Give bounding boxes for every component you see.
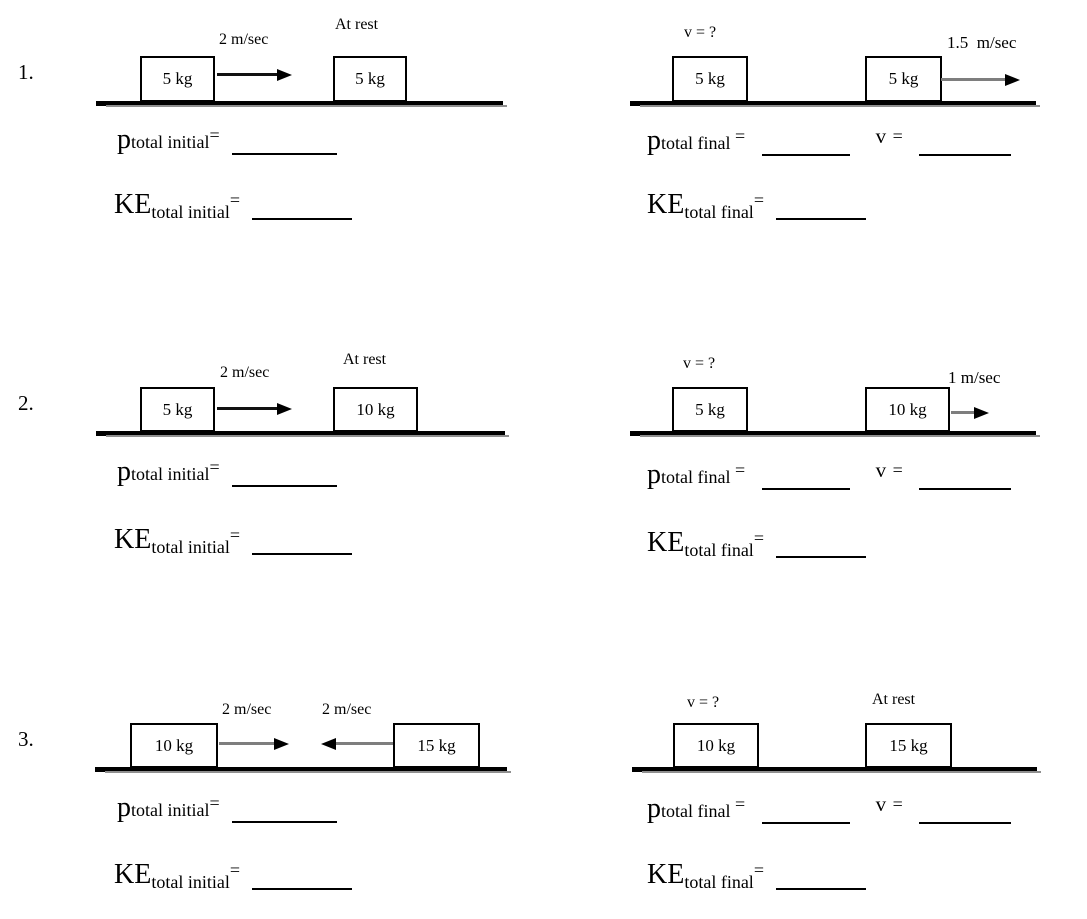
velocity-caption: 2 m/sec [220,364,270,381]
equals-sign: = [753,860,764,880]
mass-label: 5 kg [695,69,725,88]
velocity-arrow [217,73,277,76]
mass-label: 10 kg [888,399,927,419]
answer-blank [232,479,337,487]
mass-label: 15 kg [417,735,456,755]
answer-blank [919,816,1011,824]
kinetic-energy-symbol: KE [114,524,152,555]
velocity-arrow-head-icon [974,407,989,419]
equals-sign: = [229,525,240,545]
answer-blank [252,882,352,890]
momentum-symbol: p [117,124,131,155]
subscript: total final [684,872,754,892]
mass-block [140,56,215,102]
mass-label: 10 kg [356,399,395,419]
problem-3-number: 3. [18,727,34,751]
answer-blank [762,148,850,156]
velocity-arrow [941,78,1005,81]
velocity-arrow [217,407,277,410]
momentum-symbol: p [647,793,661,824]
mass-block [333,56,407,102]
ground-line [630,431,1036,436]
subscript: total initial [151,202,230,222]
subscript: total final [661,133,731,153]
mass-block [673,723,759,768]
answer-blank [252,547,352,555]
answer-blank [232,815,337,823]
p-total-final-line [647,460,1011,490]
p-total-initial-line [117,126,337,155]
p-total-initial-line [117,794,337,823]
equals-sign: = [229,190,240,210]
ground-line [95,767,507,772]
velocity-symbol: v [875,124,887,148]
rest-caption: At rest [872,691,916,708]
equals-sign: = [888,460,908,480]
velocity-arrow-head-icon [1005,74,1020,86]
velocity-caption: 1 m/sec [948,368,1001,387]
answer-blank [252,212,352,220]
mass-label: 10 kg [696,735,736,755]
p-total-final-line [647,794,1011,824]
ke-total-final-line [647,529,866,559]
subscript: total final [661,801,731,821]
rest-caption: At rest [335,16,379,33]
answer-blank [776,212,866,220]
velocity-arrow [951,411,974,414]
mass-block [140,387,215,432]
subscript: total initial [151,872,230,892]
momentum-symbol: p [647,125,661,156]
velocity-arrow [336,742,393,745]
velocity-caption: 2 m/sec [222,701,272,718]
ke-total-initial-line [114,526,352,556]
subscript: total initial [151,537,230,557]
equals-sign: = [888,126,908,146]
ke-total-final-line [647,191,866,221]
equals-sign: = [209,793,220,813]
velocity-caption: v = ? [683,355,716,372]
mass-block [865,387,950,432]
velocity-symbol: v [875,792,887,816]
velocity-arrow-head-icon [274,738,289,750]
ground-line [632,767,1037,772]
velocity-caption: 2 m/sec [219,31,269,48]
kinetic-energy-symbol: KE [647,859,685,890]
mass-block [333,387,418,432]
velocity-arrow-head-icon [321,738,336,750]
equals-sign: = [730,794,750,814]
mass-block [672,387,748,432]
subscript: total final [684,202,754,222]
answer-blank [762,482,850,490]
ke-total-final-line [647,861,866,891]
mass-block [865,723,952,768]
mass-label: 5 kg [695,399,725,419]
velocity-arrow [219,742,274,745]
answer-blank [762,816,850,824]
velocity-caption: v = ? [687,694,720,711]
mass-block [130,723,218,768]
answer-blank [776,882,866,890]
p-total-final-line [647,126,1011,156]
equals-sign: = [753,528,764,548]
mass-label: 10 kg [154,735,194,755]
velocity-arrow-head-icon [277,403,292,415]
subscript: total final [684,540,754,560]
answer-blank [919,148,1011,156]
kinetic-energy-symbol: KE [114,859,152,890]
momentum-symbol: p [647,459,661,490]
kinetic-energy-symbol: KE [647,189,685,220]
answer-blank [919,482,1011,490]
mass-block [672,56,748,102]
equals-sign: = [888,794,908,814]
kinetic-energy-symbol: KE [114,189,152,220]
answer-blank [776,550,866,558]
velocity-symbol: v [875,458,887,482]
velocity-caption: 1.5 m/sec [947,33,1017,52]
ground-line [96,431,505,436]
subscript: total initial [131,464,210,484]
velocity-arrow-head-icon [277,69,292,81]
ground-line [96,101,503,106]
problem-1-number: 1. [18,60,34,84]
subscript: total final [661,467,731,487]
problem-2-number: 2. [18,391,34,415]
kinetic-energy-symbol: KE [647,527,685,558]
answer-blank [232,147,337,155]
momentum-symbol: p [117,792,131,823]
mass-label: 15 kg [889,735,928,755]
equals-sign: = [730,126,750,146]
equals-sign: = [229,860,240,880]
momentum-symbol: p [117,456,131,487]
velocity-caption: v = ? [684,24,717,41]
subscript: total initial [131,800,210,820]
mass-label: 5 kg [888,69,919,88]
subscript: total initial [131,132,210,152]
ke-total-initial-line [114,861,352,891]
equals-sign: = [209,457,220,477]
p-total-initial-line [117,458,337,487]
mass-block [393,723,480,768]
velocity-caption: 2 m/sec [322,701,372,718]
mass-label: 5 kg [162,69,193,88]
mass-label: 5 kg [162,399,193,419]
mass-label: 5 kg [355,69,385,88]
equals-sign: = [209,125,220,145]
ground-line [630,101,1036,106]
mass-block [865,56,942,102]
equals-sign: = [753,190,764,210]
rest-caption: At rest [343,351,387,368]
ke-total-initial-line [114,191,352,221]
equals-sign: = [730,460,750,480]
